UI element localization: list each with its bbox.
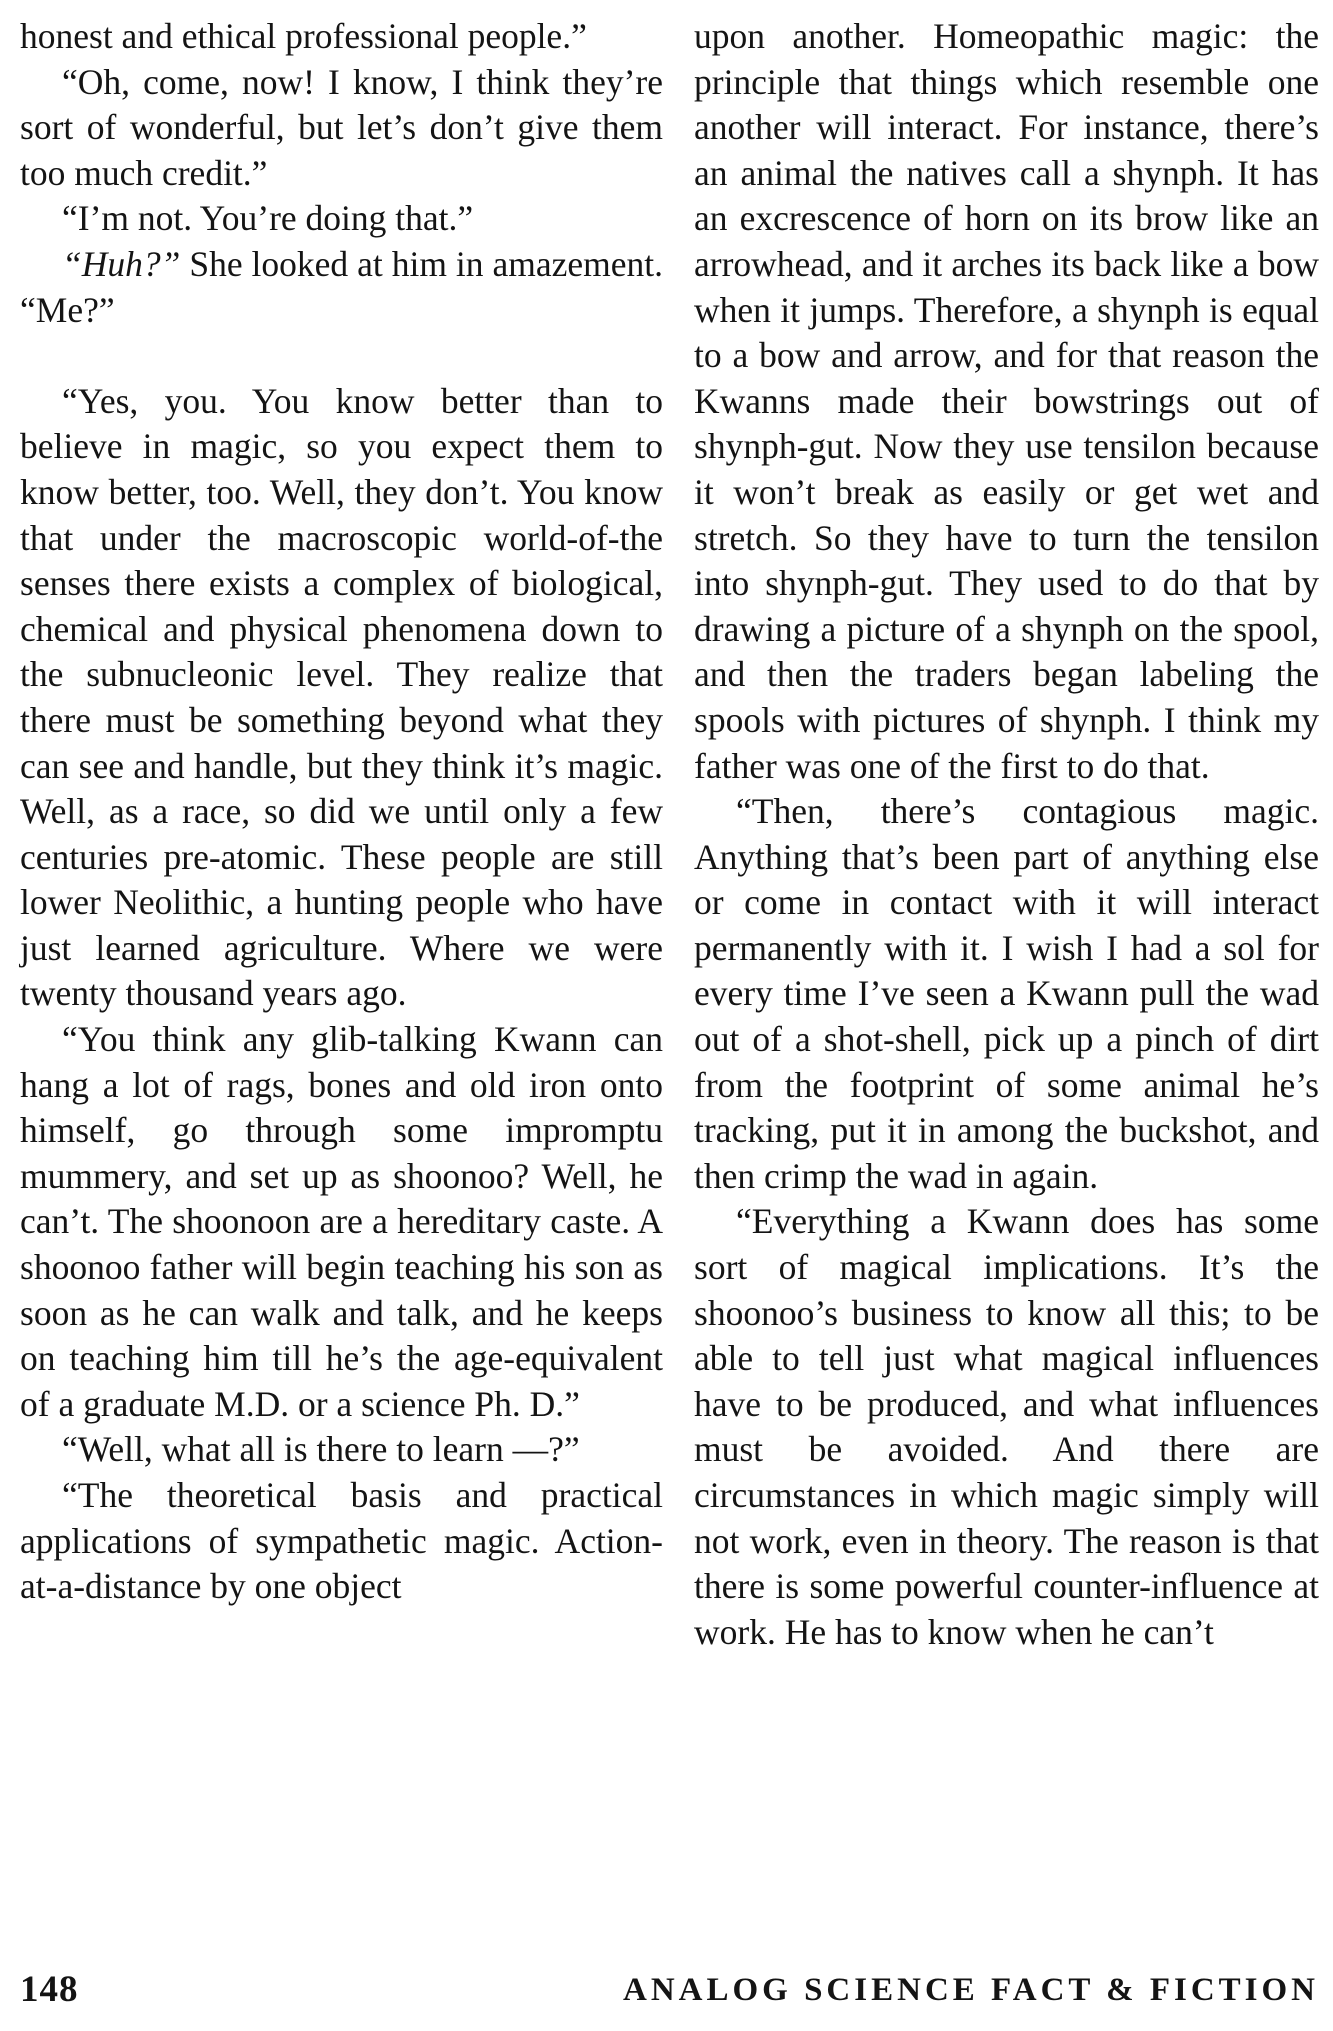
paragraph: “Yes, you. You know better than to believe in magic, so you expect them to know better, too. Well, they don’t. You know that under the macroscopic world-of-the senses there exists a complex of biological, chemical and physical phenomena down to the subnucleonic level. They realize that there must be something beyond what they can see and handle, but they think it’s magic. Well, as a race, so did we until only a few centuries pre-atomic. These people are still lower Neolithic, a hunting people who have just learned agriculture. Where we were twenty thousand years ago.	[20, 380, 663, 1014]
page-footer	[20, 1968, 1319, 2018]
paragraph: upon another. Homeopathic magic: the principle that things which resemble one another will interact. For instance, there’s an animal the natives call a shynph. It has an excrescence of horn on its brow like an arrowhead, and it arches its back like a bow when it jumps. Therefore, a shynph is equal to a bow and arrow, and for that reason the Kwanns made their bowstrings out of shynph-gut. Now they use tensilon because it won’t break as easily or get wet and stretch. So they have to turn the tensilon into shynph-gut. They used to do that by drawing a picture of a shynph on the spool, and then the traders began labeling the spools with pictures of shynph. I think my father was one of the first to do that.	[694, 16, 1319, 786]
paragraph: “Well, what all is there to learn —?”	[62, 1429, 580, 1470]
running-head: ANALOG SCIENCE FACT & FICTION	[622, 1972, 1319, 2008]
paragraph: “I’m not. You’re doing that.”	[62, 198, 474, 239]
italic-exclamation: “Huh?”	[62, 243, 181, 284]
paragraph: honest and ethical professional people.”	[20, 16, 587, 56]
paragraph: “Then, there’s contagious magic. Anything that’s been part of anything else or come in contact with it will interact permanently with it. I wish I had a sol for every time I’ve seen a Kwann pull the wad out of a shot-shell, pick up a pinch of dirt from the footprint of some animal he’s tracking, put it in among the buckshot, and then crimp the wad in again.	[694, 791, 1319, 1196]
paragraph: “The theoretical basis and practical applications of sympathetic magic. Action-at-a-distance by one object	[20, 1475, 663, 1607]
paragraph: “Everything a Kwann does has some sort of magical implications. It’s the shoonoo’s business to know all this; to be able to tell just what magical influences have to be produced, and what influences must be avoided. And there are circumstances in which magic simply will not work, even in theory. The reason is that there is some powerful counter-influence at work. He has to know when he can’t	[694, 1201, 1319, 1652]
paragraph: “Oh, come, now! I know, I think they’re sort of wonderful, but let’s don’t give them too much credit.”	[20, 61, 663, 193]
paragraph: “You think any glib-talking Kwann can hang a lot of rags, bones and old iron onto himself, go through some impromptu mummery, and set up as shoonoo? Well, he can’t. The shoonoon are a hereditary caste. A shoonoo father will begin teaching his son as soon as he can walk and talk, and he keeps on teaching him till he’s the age-equivalent of a graduate M.D. or a science Ph. D.”	[20, 1019, 663, 1424]
page-number: 148	[20, 1969, 79, 2010]
paragraph-text: She looked at him in amazement. “Me?”	[20, 243, 663, 330]
paragraph	[20, 242, 663, 333]
right-column	[694, 14, 1319, 1655]
left-column	[20, 14, 663, 1610]
